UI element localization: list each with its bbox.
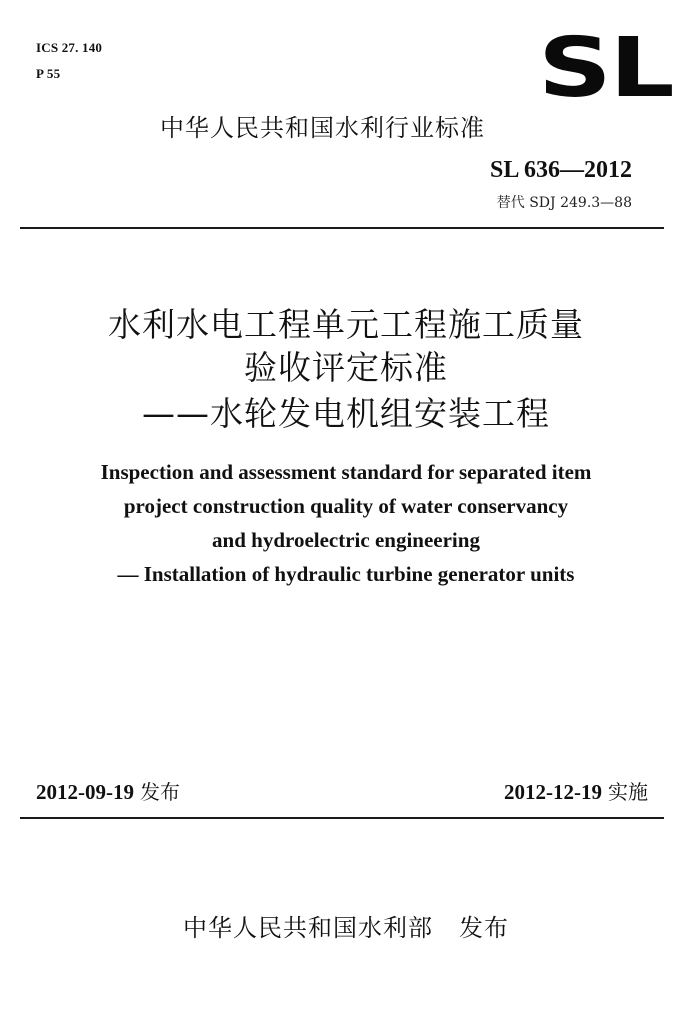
implementation-date-value: 2012-12-19 <box>504 780 602 804</box>
implementation-date <box>504 776 648 805</box>
bottom-divider <box>20 817 664 819</box>
standard-number: SL 636—2012 <box>489 157 632 183</box>
chinese-title-line-1: 水利水电工程单元工程施工质量 <box>108 305 584 344</box>
chinese-title-line-3: ——水轮发电机组安装工程 <box>142 394 550 433</box>
top-divider <box>20 227 664 229</box>
issue-date <box>36 776 180 805</box>
english-title-line-2: project construction quality of water conservancy <box>123 494 569 518</box>
industry-standard-heading: 中华人民共和国水利行业标准 <box>160 114 485 142</box>
publisher-line <box>0 908 692 943</box>
issue-date-value: 2012-09-19 <box>36 780 134 804</box>
ics-code: ICS 27. 140 <box>36 40 103 55</box>
english-title-line-1: Inspection and assessment standard for separated item <box>100 460 592 484</box>
p-code: P 55 <box>36 66 61 81</box>
publisher-action: 发布 <box>459 914 509 942</box>
replaces-note: 替代 SDJ 249.3—88 <box>496 195 632 211</box>
sl-logo: SL <box>538 21 673 116</box>
chinese-title-line-2: 验收评定标准 <box>244 348 448 387</box>
issue-word: 发布 <box>140 780 180 804</box>
implementation-word: 实施 <box>608 780 648 804</box>
english-title-line-3: and hydroelectric engineering <box>212 528 480 552</box>
english-title-line-4: — Installation of hydraulic turbine generator units <box>117 562 575 586</box>
publisher-name: 中华人民共和国水利部 <box>183 914 433 942</box>
